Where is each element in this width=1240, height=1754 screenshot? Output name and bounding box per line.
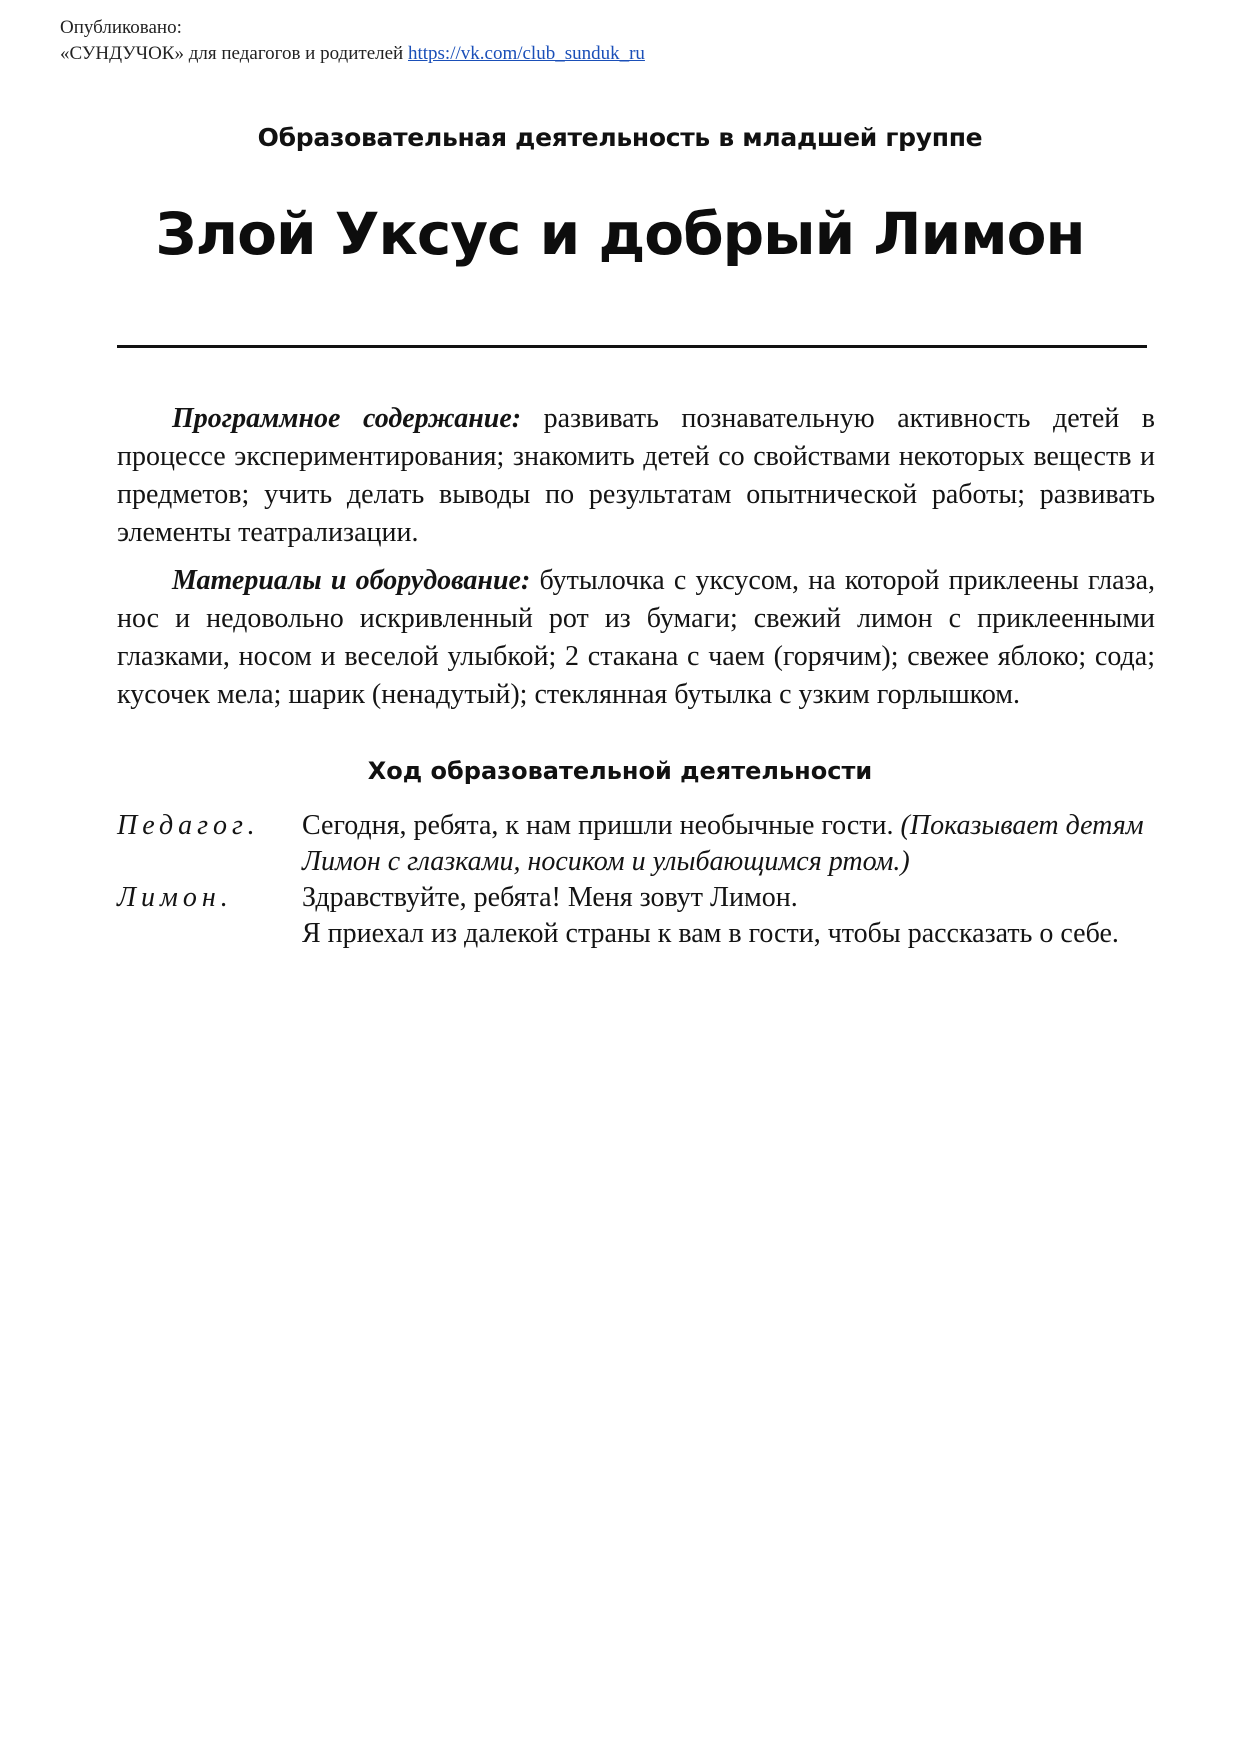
publisher-name: «СУНДУЧОК» для педагогов и родителей [60,43,404,64]
stage-direction: (Показывает детям Лимон с глазками, носиком и улыбающимся ртом.) [302,810,1144,877]
materials-label: Материалы и оборудование: [172,565,531,596]
program-label: Программное содержание: [172,403,522,434]
speaker-name: Лимон. [117,882,233,913]
dialogue-text [302,808,1157,880]
vk-link[interactable]: https://vk.com/club_sunduk_ru [407,43,645,64]
spoken-text: Здравствуйте, ребята! Меня зовут Лимон. [302,882,798,913]
materials-text: бутылочка с уксусом, на которой приклеены глаза, нос и недовольно искривленный рот из бумаги; свежий лимон с приклеенными глазками, носом и веселой улыбкой; 2 стакана с чаем (горячим); свежее яблоко; сода; кусочек мела; шарик (ненадутый); стеклянная бутылка с узким горлышком. [117,565,1155,710]
dialogue-line-lemon [117,880,1157,952]
publication-header [60,15,645,67]
spoken-text: Сегодня, ребята, к нам пришли необычные гости. [302,810,901,841]
section-heading: Ход образовательной деятельности [367,757,873,785]
publisher-line [60,41,645,67]
dialogue-line-teacher [117,808,1157,880]
program-content-paragraph [117,400,1155,552]
published-label: Опубликовано: [60,17,182,38]
title-divider [117,345,1147,348]
speaker-name: Педагог. [117,810,260,841]
document-subtitle: Образовательная деятельность в младшей группе [257,123,983,152]
program-text: развивать познавательную активность детей в процессе экспериментирования; знакомить детей со свойствами некоторых веществ и предметов; учить делать выводы по результатам опытнической работы; развивать элементы театрализации. [117,403,1155,548]
spoken-text-continued: Я приехал из далекой страны к вам в гости, чтобы рассказать о себе. [302,918,1119,949]
materials-paragraph [117,562,1155,714]
dialogue-text [302,880,1157,952]
document-title: Злой Уксус и добрый Лимон [155,200,1085,268]
